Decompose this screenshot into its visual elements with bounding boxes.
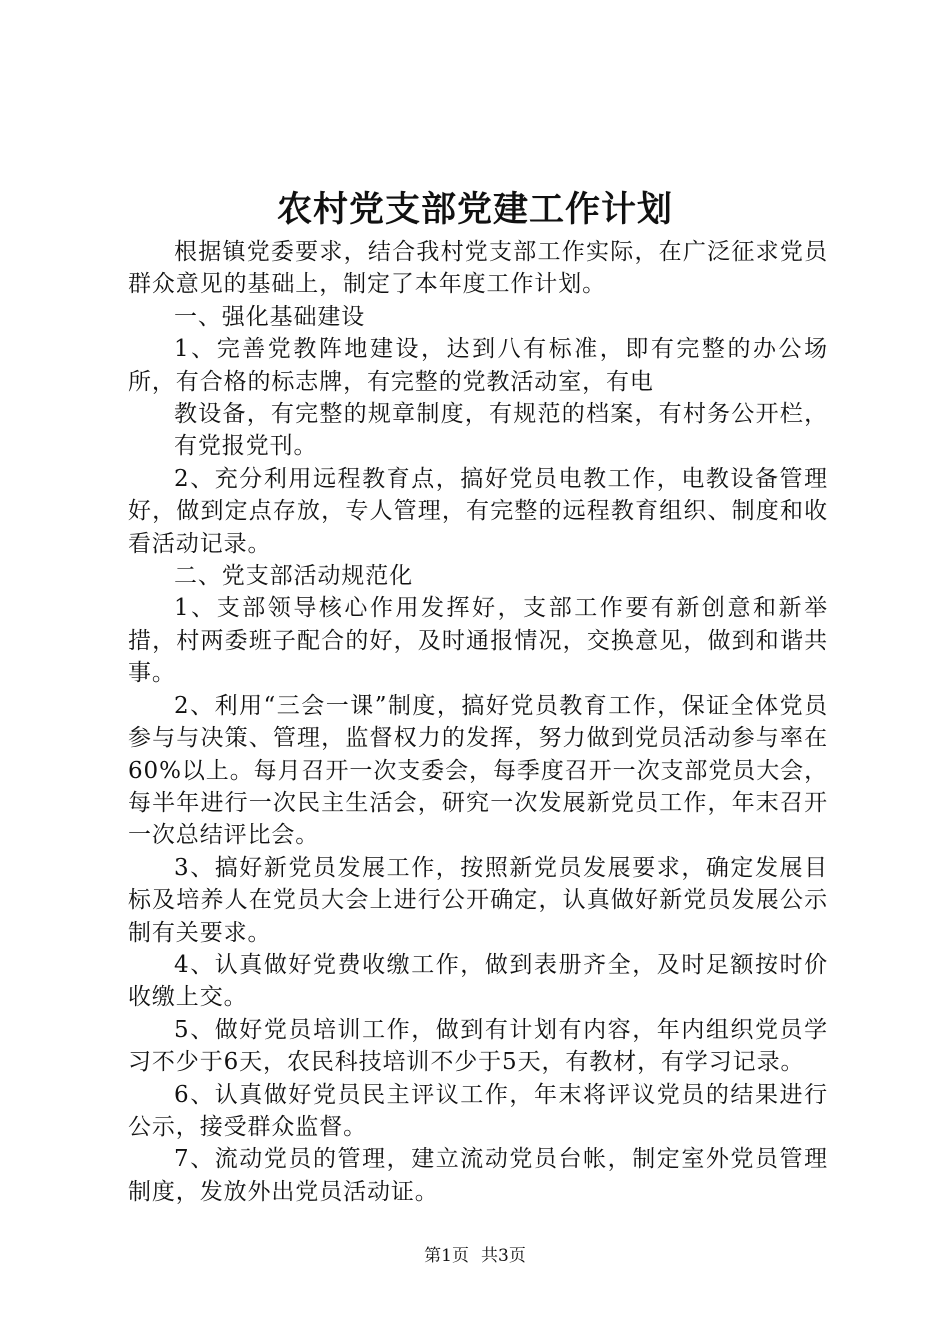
paragraph-2-6: 6、认真做好党员民主评议工作，年末将评议党员的结果进行公示，接受群众监督。 [128,1081,828,1140]
paragraph-2-1: 1、支部领导核心作用发挥好，支部工作要有新创意和新举措，村两委班子配合的好，及时通报情况，交换意见，做到和谐共事。 [128,595,828,687]
section-heading-2: 二、党支部活动规范化 [174,563,413,590]
page-number-current: 第1页 [424,1246,469,1266]
document-body [128,236,828,1208]
paragraph-2-7: 7、流动党员的管理，建立流动党员台帐，制定室外党员管理制度，发放外出党员活动证。 [128,1146,828,1205]
paragraph-intro: 根据镇党委要求，结合我村党支部工作实际，在广泛征求党员群众意见的基础上，制定了本年度工作计划。 [128,239,828,298]
paragraph-2-5: 5、做好党员培训工作，做到有计划有内容，年内组织党员学习不少于6天，农民科技培训不少于5天，有教材，有学习记录。 [128,1016,828,1076]
section-heading-1: 一、强化基础建设 [174,303,366,330]
paragraph-1-1-continued: 教设备，有完整的规章制度，有规范的档案，有村务公开栏，有党报党刊。 [174,401,828,460]
paragraph-1-2: 2、充分利用远程教育点，搞好党员电教工作，电教设备管理好，做到定点存放，专人管理，有完整的远程教育组织、制度和收看活动记录。 [128,465,828,557]
paragraph-1-1: 1、完善党教阵地建设，达到八有标准，即有完整的办公场所，有合格的标志牌，有完整的党教活动室，有电 [128,336,828,395]
document-title: 农村党支部党建工作计划 [276,189,673,230]
paragraph-2-3: 3、搞好新党员发展工作，按照新党员发展要求，确定发展目标及培养人在党员大会上进行公开确定，认真做好新党员发展公示制有关要求。 [128,854,828,946]
page-footer [0,1244,950,1268]
page-number-total: 共3页 [481,1246,526,1266]
paragraph-2-2: 2、利用“三会一课”制度，搞好党员教育工作，保证全体党员参与与决策、管理，监督权力的发挥，努力做到党员活动参与率在60%以上。每月召开一次支委会，每季度召开一次支部党员大会，每半年进行一次民主生活会，研究一次发展新党员工作，年末召开一次总结评比会。 [128,692,828,849]
paragraph-2-4: 4、认真做好党费收缴工作，做到表册齐全，及时足额按时价收缴上交。 [128,951,828,1011]
